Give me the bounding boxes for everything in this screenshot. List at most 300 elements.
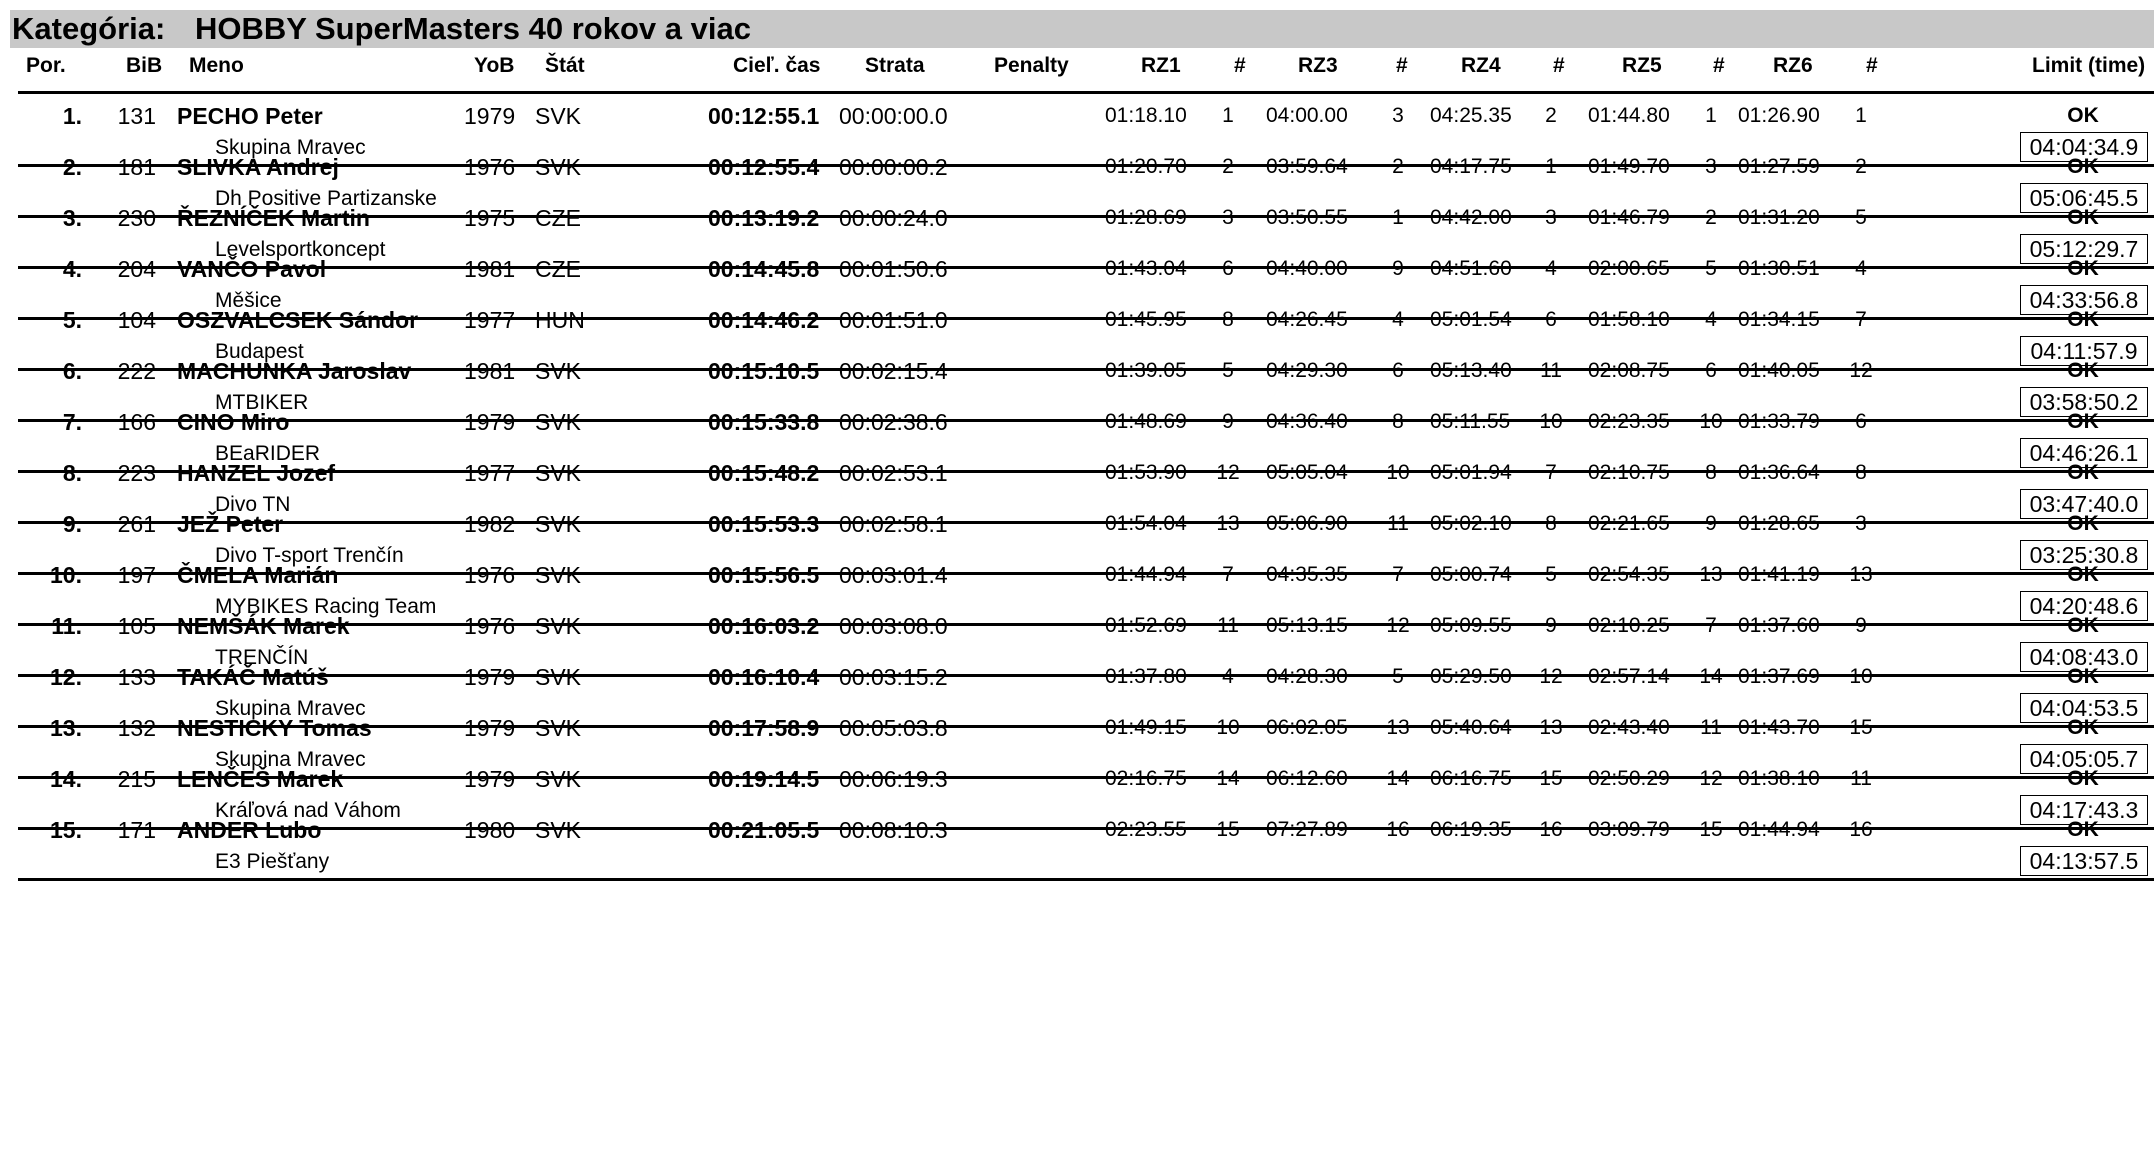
country: SVK <box>535 766 582 792</box>
team-name: Skupina Mravec <box>215 697 366 720</box>
rz3-time: 04:28.30 <box>1266 665 1348 688</box>
category-label: Kategória: <box>12 11 166 46</box>
bib-number: 132 <box>117 715 156 741</box>
rz3-time: 05:06.90 <box>1266 512 1348 535</box>
header-rank4: # <box>1553 54 1565 77</box>
rz3-rank: 10 <box>1386 461 1410 484</box>
rz3-time: 05:05.04 <box>1266 461 1348 484</box>
rz5-time: 02:10.75 <box>1588 461 1670 484</box>
position: 3. <box>62 205 82 231</box>
time-gap: 00:02:15.4 <box>839 358 948 384</box>
rz5-time: 01:44.80 <box>1588 104 1670 127</box>
header-rank5: # <box>1713 54 1725 77</box>
year-of-birth: 1981 <box>464 256 516 282</box>
header-meno: Meno <box>189 54 244 77</box>
team-name: MYBIKES Racing Team <box>215 595 437 618</box>
rz5-time: 02:10.25 <box>1588 614 1670 637</box>
rz5-rank: 7 <box>1705 614 1717 637</box>
limit-time-box: 04:05:05.7 <box>2020 744 2148 774</box>
country: HUN <box>535 307 585 333</box>
rz5-time: 02:00.65 <box>1588 257 1670 280</box>
year-of-birth: 1982 <box>464 511 516 537</box>
year-of-birth: 1975 <box>464 205 516 231</box>
rider-name: TAKÁČ Matúš <box>177 664 329 690</box>
rz5-time: 01:46.79 <box>1588 206 1670 229</box>
rz4-rank: 5 <box>1545 563 1557 586</box>
year-of-birth: 1977 <box>464 307 516 333</box>
rz1-time: 01:54.04 <box>1105 512 1187 535</box>
rz3-rank: 14 <box>1386 767 1410 790</box>
rider-name: NEMŠÁK Marek <box>177 613 350 639</box>
rz6-time: 01:27.59 <box>1738 155 1820 178</box>
country: SVK <box>535 154 582 180</box>
rz3-time: 03:50.55 <box>1266 206 1348 229</box>
rz5-rank: 6 <box>1705 359 1717 382</box>
header-rz4: RZ4 <box>1461 54 1501 77</box>
rz4-rank: 15 <box>1539 767 1563 790</box>
status-ok: OK <box>2067 410 2099 433</box>
rider-name: NESTICKY Tomas <box>177 715 372 741</box>
rz5-time: 01:49.70 <box>1588 155 1670 178</box>
rz6-time: 01:31.20 <box>1738 206 1820 229</box>
rz4-time: 04:17.75 <box>1430 155 1512 178</box>
rz1-rank: 9 <box>1222 410 1234 433</box>
rz4-time: 05:11.55 <box>1430 410 1511 433</box>
rz4-time: 05:09.55 <box>1430 614 1512 637</box>
country: SVK <box>535 409 582 435</box>
rz1-rank: 13 <box>1216 512 1240 535</box>
header-por: Por. <box>26 54 66 77</box>
rz4-time: 05:40.64 <box>1430 716 1512 739</box>
time-gap: 00:01:50.6 <box>839 256 948 282</box>
finish-time: 00:21:05.5 <box>708 817 820 843</box>
rz3-time: 04:36.40 <box>1266 410 1348 433</box>
rz6-time: 01:37.69 <box>1738 665 1820 688</box>
team-name: Budapest <box>215 340 304 363</box>
rz4-time: 05:01.54 <box>1430 308 1512 331</box>
time-gap: 00:05:03.8 <box>839 715 948 741</box>
bib-number: 197 <box>117 562 156 588</box>
country: CZE <box>535 205 581 231</box>
rz4-time: 04:25.35 <box>1430 104 1512 127</box>
rz1-time: 02:23.55 <box>1105 818 1187 841</box>
status-ok: OK <box>2067 206 2099 229</box>
team-name: MTBIKER <box>215 391 309 414</box>
rz1-rank: 2 <box>1222 155 1234 178</box>
rz5-time: 02:23.35 <box>1588 410 1670 433</box>
time-gap: 00:00:00.2 <box>839 154 948 180</box>
rz6-time: 01:34.15 <box>1738 308 1820 331</box>
rz6-time: 01:41.19 <box>1738 563 1820 586</box>
time-gap: 00:03:15.2 <box>839 664 948 690</box>
bib-number: 166 <box>117 409 156 435</box>
rz4-rank: 2 <box>1545 104 1557 127</box>
rz6-rank: 7 <box>1855 308 1867 331</box>
rz6-rank: 5 <box>1855 206 1867 229</box>
header-ciel: Cieľ. čas <box>733 54 821 77</box>
status-ok: OK <box>2067 461 2099 484</box>
rz4-rank: 1 <box>1545 155 1557 178</box>
country: SVK <box>535 460 582 486</box>
rz1-time: 02:16.75 <box>1105 767 1187 790</box>
header-penalty: Penalty <box>994 54 1069 77</box>
rz4-rank: 16 <box>1539 818 1563 841</box>
rz3-time: 04:35.35 <box>1266 563 1348 586</box>
rz5-time: 02:50.29 <box>1588 767 1670 790</box>
time-gap: 00:03:08.0 <box>839 613 948 639</box>
limit-time-box: 04:17:43.3 <box>2020 795 2148 825</box>
bib-number: 204 <box>117 256 156 282</box>
status-ok: OK <box>2067 818 2099 841</box>
rz5-rank: 4 <box>1705 308 1717 331</box>
rz6-rank: 8 <box>1855 461 1867 484</box>
rz3-rank: 12 <box>1386 614 1410 637</box>
rz6-rank: 10 <box>1849 665 1873 688</box>
status-ok: OK <box>2067 563 2099 586</box>
status-ok: OK <box>2067 665 2099 688</box>
year-of-birth: 1976 <box>464 613 516 639</box>
position: 13. <box>50 715 82 741</box>
status-ok: OK <box>2067 359 2099 382</box>
finish-time: 00:12:55.1 <box>708 103 820 129</box>
rz4-rank: 11 <box>1540 359 1562 382</box>
rz3-time: 04:00.00 <box>1266 104 1348 127</box>
status-ok: OK <box>2067 308 2099 331</box>
rz4-rank: 9 <box>1545 614 1557 637</box>
rz6-time: 01:26.90 <box>1738 104 1820 127</box>
rider-name: ČMELA Marián <box>177 562 339 588</box>
limit-time-box: 04:08:43.0 <box>2020 642 2148 672</box>
bib-number: 222 <box>117 358 156 384</box>
rz4-rank: 8 <box>1545 512 1557 535</box>
rz5-rank: 12 <box>1699 767 1723 790</box>
limit-time-box: 04:04:53.5 <box>2020 693 2148 723</box>
time-gap: 00:00:24.0 <box>839 205 948 231</box>
country: SVK <box>535 103 582 129</box>
rz3-time: 03:59.64 <box>1266 155 1348 178</box>
rz3-rank: 11 <box>1387 512 1409 535</box>
status-ok: OK <box>2067 512 2099 535</box>
rz6-rank: 3 <box>1855 512 1867 535</box>
limit-time-box: 03:58:50.2 <box>2020 387 2148 417</box>
category-name: HOBBY SuperMasters 40 rokov a viac <box>195 11 751 46</box>
header-rz3: RZ3 <box>1298 54 1338 77</box>
rz1-time: 01:45.95 <box>1105 308 1187 331</box>
rz4-rank: 10 <box>1539 410 1563 433</box>
position: 2. <box>62 154 82 180</box>
rider-name: ŘEZNÍČEK Martin <box>177 205 370 231</box>
limit-time-box: 05:06:45.5 <box>2020 183 2148 213</box>
rz6-time: 01:30.51 <box>1738 257 1820 280</box>
year-of-birth: 1979 <box>464 715 516 741</box>
header-rank6: # <box>1866 54 1878 77</box>
time-gap: 00:02:58.1 <box>839 511 948 537</box>
rz6-time: 01:38.10 <box>1738 767 1820 790</box>
header-strata: Strata <box>865 54 925 77</box>
rz1-time: 01:49.15 <box>1105 716 1187 739</box>
header-stat: Štát <box>545 54 585 77</box>
rz5-rank: 3 <box>1705 155 1717 178</box>
country: SVK <box>535 511 582 537</box>
country: SVK <box>535 664 582 690</box>
rz4-time: 06:19.35 <box>1430 818 1512 841</box>
rz6-time: 01:44.94 <box>1738 818 1820 841</box>
rz3-rank: 6 <box>1392 359 1404 382</box>
position: 11. <box>51 613 82 639</box>
rz5-rank: 1 <box>1705 104 1717 127</box>
finish-time: 00:13:19.2 <box>708 205 820 231</box>
bib-number: 104 <box>117 307 156 333</box>
position: 1. <box>62 103 82 129</box>
rider-name: MACHUNKA Jaroslav <box>177 358 412 384</box>
rider-name: LENČEŠ Marek <box>177 766 344 792</box>
bib-number: 215 <box>117 766 156 792</box>
position: 12. <box>50 664 82 690</box>
rz6-time: 01:36.64 <box>1738 461 1820 484</box>
limit-time-box: 03:25:30.8 <box>2020 540 2148 570</box>
team-name: E3 Piešťany <box>215 850 330 873</box>
status-ok: OK <box>2067 614 2099 637</box>
rz4-rank: 7 <box>1545 461 1557 484</box>
rider-name: SLIVKA Andrej <box>177 154 339 180</box>
time-gap: 00:06:19.3 <box>839 766 948 792</box>
rz4-rank: 3 <box>1545 206 1557 229</box>
rz5-rank: 13 <box>1699 563 1723 586</box>
header-yob: YoB <box>474 54 515 77</box>
rz3-time: 04:40.00 <box>1266 257 1348 280</box>
status-ok: OK <box>2067 767 2099 790</box>
rz4-time: 05:01.94 <box>1430 461 1512 484</box>
status-ok: OK <box>2067 104 2099 127</box>
rz1-time: 01:52.69 <box>1105 614 1187 637</box>
rz1-time: 01:48.69 <box>1105 410 1187 433</box>
rz3-rank: 1 <box>1392 206 1404 229</box>
year-of-birth: 1979 <box>464 409 516 435</box>
rz6-rank: 16 <box>1849 818 1873 841</box>
finish-time: 00:15:10.5 <box>708 358 820 384</box>
rider-name: PECHO Peter <box>177 103 323 129</box>
country: SVK <box>535 562 582 588</box>
country: SVK <box>535 358 582 384</box>
rz5-time: 02:54.35 <box>1588 563 1670 586</box>
rz6-time: 01:43.70 <box>1738 716 1820 739</box>
rz3-time: 06:02.05 <box>1266 716 1348 739</box>
rz5-rank: 9 <box>1705 512 1717 535</box>
rz5-time: 03:09.79 <box>1588 818 1670 841</box>
position: 9. <box>62 511 82 537</box>
rz3-time: 05:13.15 <box>1266 614 1348 637</box>
header-limit: Limit (time) <box>2032 54 2146 77</box>
rz5-rank: 10 <box>1699 410 1723 433</box>
rz6-rank: 12 <box>1849 359 1873 382</box>
bib-number: 171 <box>117 817 156 843</box>
country: SVK <box>535 613 582 639</box>
team-name: Divo TN <box>215 493 291 516</box>
year-of-birth: 1979 <box>464 664 516 690</box>
limit-time-box: 04:13:57.5 <box>2020 846 2148 876</box>
rz4-time: 05:00.74 <box>1430 563 1512 586</box>
finish-time: 00:14:45.8 <box>708 256 820 282</box>
year-of-birth: 1976 <box>464 562 516 588</box>
year-of-birth: 1980 <box>464 817 516 843</box>
bib-number: 223 <box>117 460 156 486</box>
rz6-time: 01:37.60 <box>1738 614 1820 637</box>
team-name: Levelsportkoncept <box>215 238 386 261</box>
rz1-time: 01:20.70 <box>1105 155 1187 178</box>
rz1-time: 01:53.90 <box>1105 461 1187 484</box>
rz3-rank: 3 <box>1392 104 1404 127</box>
header-rz1: RZ1 <box>1141 54 1181 77</box>
header-rz6: RZ6 <box>1773 54 1813 77</box>
finish-time: 00:12:55.4 <box>708 154 820 180</box>
rz6-rank: 2 <box>1855 155 1867 178</box>
rz4-time: 04:42.00 <box>1430 206 1512 229</box>
team-name: Kráľová nad Váhom <box>215 799 401 822</box>
finish-time: 00:15:53.3 <box>708 511 820 537</box>
bib-number: 131 <box>117 103 156 129</box>
finish-time: 00:19:14.5 <box>708 766 820 792</box>
rz1-rank: 1 <box>1222 104 1234 127</box>
time-gap: 00:03:01.4 <box>839 562 948 588</box>
header-rz5: RZ5 <box>1622 54 1662 77</box>
rz1-time: 01:28.69 <box>1105 206 1187 229</box>
year-of-birth: 1979 <box>464 766 516 792</box>
finish-time: 00:14:46.2 <box>708 307 820 333</box>
year-of-birth: 1976 <box>464 154 516 180</box>
year-of-birth: 1977 <box>464 460 516 486</box>
header-bib: BiB <box>126 54 163 77</box>
finish-time: 00:15:48.2 <box>708 460 820 486</box>
limit-time-box: 03:47:40.0 <box>2020 489 2148 519</box>
rz1-rank: 15 <box>1216 818 1240 841</box>
rider-name: CINO Miro <box>177 409 290 435</box>
rz3-rank: 2 <box>1392 155 1404 178</box>
rz1-time: 01:43.04 <box>1105 257 1187 280</box>
finish-time: 00:17:58.9 <box>708 715 820 741</box>
rz6-time: 01:33.79 <box>1738 410 1820 433</box>
status-ok: OK <box>2067 155 2099 178</box>
rz1-rank: 10 <box>1216 716 1240 739</box>
rz6-rank: 9 <box>1855 614 1867 637</box>
rz1-rank: 3 <box>1222 206 1234 229</box>
position: 15. <box>50 817 82 843</box>
rider-name: HANZEL Jozef <box>177 460 336 486</box>
team-name: TRENČÍN <box>215 646 309 669</box>
country: CZE <box>535 256 581 282</box>
position: 6. <box>62 358 82 384</box>
bib-number: 261 <box>117 511 156 537</box>
rz4-time: 05:13.40 <box>1430 359 1512 382</box>
rz5-rank: 5 <box>1705 257 1717 280</box>
rz1-rank: 6 <box>1222 257 1234 280</box>
country: SVK <box>535 715 582 741</box>
rz5-rank: 15 <box>1699 818 1723 841</box>
rz6-time: 01:40.05 <box>1738 359 1820 382</box>
bib-number: 105 <box>117 613 156 639</box>
rz5-rank: 14 <box>1699 665 1723 688</box>
position: 10. <box>50 562 82 588</box>
rz6-rank: 13 <box>1849 563 1873 586</box>
rz5-time: 02:43.40 <box>1588 716 1670 739</box>
rz3-rank: 8 <box>1392 410 1404 433</box>
rider-name: OSZVALCSEK Sándor <box>177 307 419 333</box>
rz3-time: 06:12.60 <box>1266 767 1348 790</box>
rz4-rank: 13 <box>1539 716 1563 739</box>
rz1-time: 01:39.05 <box>1105 359 1187 382</box>
status-ok: OK <box>2067 257 2099 280</box>
rz3-rank: 16 <box>1386 818 1410 841</box>
bib-number: 133 <box>117 664 156 690</box>
rz6-rank: 1 <box>1855 104 1867 127</box>
rz6-rank: 15 <box>1849 716 1873 739</box>
limit-time-box: 04:04:34.9 <box>2020 132 2148 162</box>
team-name: Divo T-sport Trenčín <box>215 544 404 567</box>
rz4-time: 05:29.50 <box>1430 665 1512 688</box>
rz3-rank: 7 <box>1392 563 1404 586</box>
year-of-birth: 1979 <box>464 103 516 129</box>
rider-name: JEŽ Peter <box>177 511 284 537</box>
rz6-time: 01:28.65 <box>1738 512 1820 535</box>
team-name: Skupina Mravec <box>215 136 366 159</box>
time-gap: 00:01:51.0 <box>839 307 948 333</box>
limit-time-box: 05:12:29.7 <box>2020 234 2148 264</box>
position: 5. <box>62 307 82 333</box>
rz3-rank: 4 <box>1392 308 1404 331</box>
rz5-rank: 2 <box>1705 206 1717 229</box>
rz4-rank: 6 <box>1545 308 1557 331</box>
rz3-time: 04:26.45 <box>1266 308 1348 331</box>
position: 14. <box>50 766 82 792</box>
rz3-time: 04:29.30 <box>1266 359 1348 382</box>
position: 4. <box>62 256 82 282</box>
position: 7. <box>62 409 82 435</box>
rz4-time: 06:16.75 <box>1430 767 1512 790</box>
rz1-rank: 8 <box>1222 308 1234 331</box>
rz4-rank: 4 <box>1545 257 1557 280</box>
rz5-rank: 8 <box>1705 461 1717 484</box>
rz5-time: 01:58.10 <box>1588 308 1670 331</box>
rz6-rank: 11 <box>1850 767 1872 790</box>
rz1-rank: 11 <box>1217 614 1239 637</box>
country: SVK <box>535 817 582 843</box>
rz3-rank: 13 <box>1386 716 1410 739</box>
rz5-time: 02:21.65 <box>1588 512 1670 535</box>
rz4-rank: 12 <box>1539 665 1563 688</box>
finish-time: 00:15:56.5 <box>708 562 820 588</box>
header-rank3: # <box>1396 54 1408 77</box>
bib-number: 230 <box>117 205 156 231</box>
rz5-time: 02:57.14 <box>1588 665 1670 688</box>
team-name: Dh Positive Partizanske <box>215 187 437 210</box>
rz3-rank: 5 <box>1392 665 1404 688</box>
status-ok: OK <box>2067 716 2099 739</box>
time-gap: 00:08:10.3 <box>839 817 948 843</box>
limit-time-box: 04:46:26.1 <box>2020 438 2148 468</box>
rz6-rank: 4 <box>1855 257 1867 280</box>
header-rank1: # <box>1234 54 1246 77</box>
row-divider <box>18 878 2154 881</box>
limit-time-box: 04:11:57.9 <box>2020 336 2148 366</box>
finish-time: 00:15:33.8 <box>708 409 820 435</box>
rz3-time: 07:27.89 <box>1266 818 1348 841</box>
finish-time: 00:16:03.2 <box>708 613 820 639</box>
finish-time: 00:16:10.4 <box>708 664 820 690</box>
time-gap: 00:02:38.6 <box>839 409 948 435</box>
rz1-rank: 14 <box>1216 767 1240 790</box>
rider-name: ANDER Lubo <box>177 817 322 843</box>
rz1-time: 01:18.10 <box>1105 104 1187 127</box>
rz1-rank: 7 <box>1222 563 1234 586</box>
